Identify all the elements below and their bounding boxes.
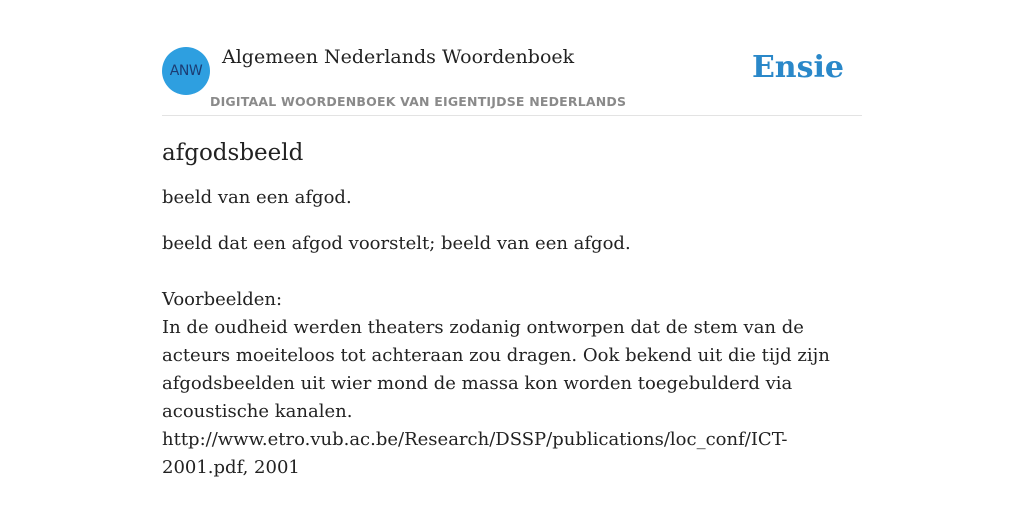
examples-section (162, 286, 862, 482)
example-text: In de oudheid werden theaters zodanig ontworpen dat de stem van de acteurs moeiteloos tot achteraan zou dragen. Ook bekend uit die tijd zijn afgodsbeelden uit wier mond de massa kon worden toegebulderd via acoustische kanalen. (162, 317, 830, 422)
ensie-brand-link[interactable]: Ensie (751, 50, 844, 85)
definition-short: beeld van een afgod. (162, 187, 352, 208)
example-source: http://www.etro.vub.ac.be/Research/DSSP/publications/loc_conf/ICT-2001.pdf, 2001 (162, 429, 788, 478)
definition-full: beeld dat een afgod voorstelt; beeld van een afgod. (162, 233, 631, 254)
examples-label: Voorbeelden: (162, 289, 283, 310)
anw-logo-text: ANW (169, 63, 203, 79)
anw-logo (162, 47, 210, 95)
headword: afgodsbeeld (162, 140, 304, 166)
dictionary-subtitle: DIGITAAL WOORDENBOEK VAN EIGENTIJDSE NEDERLANDS (210, 94, 627, 109)
card-header (162, 40, 862, 116)
dictionary-title: Algemeen Nederlands Woordenboek (222, 46, 575, 68)
dictionary-card (162, 40, 862, 482)
